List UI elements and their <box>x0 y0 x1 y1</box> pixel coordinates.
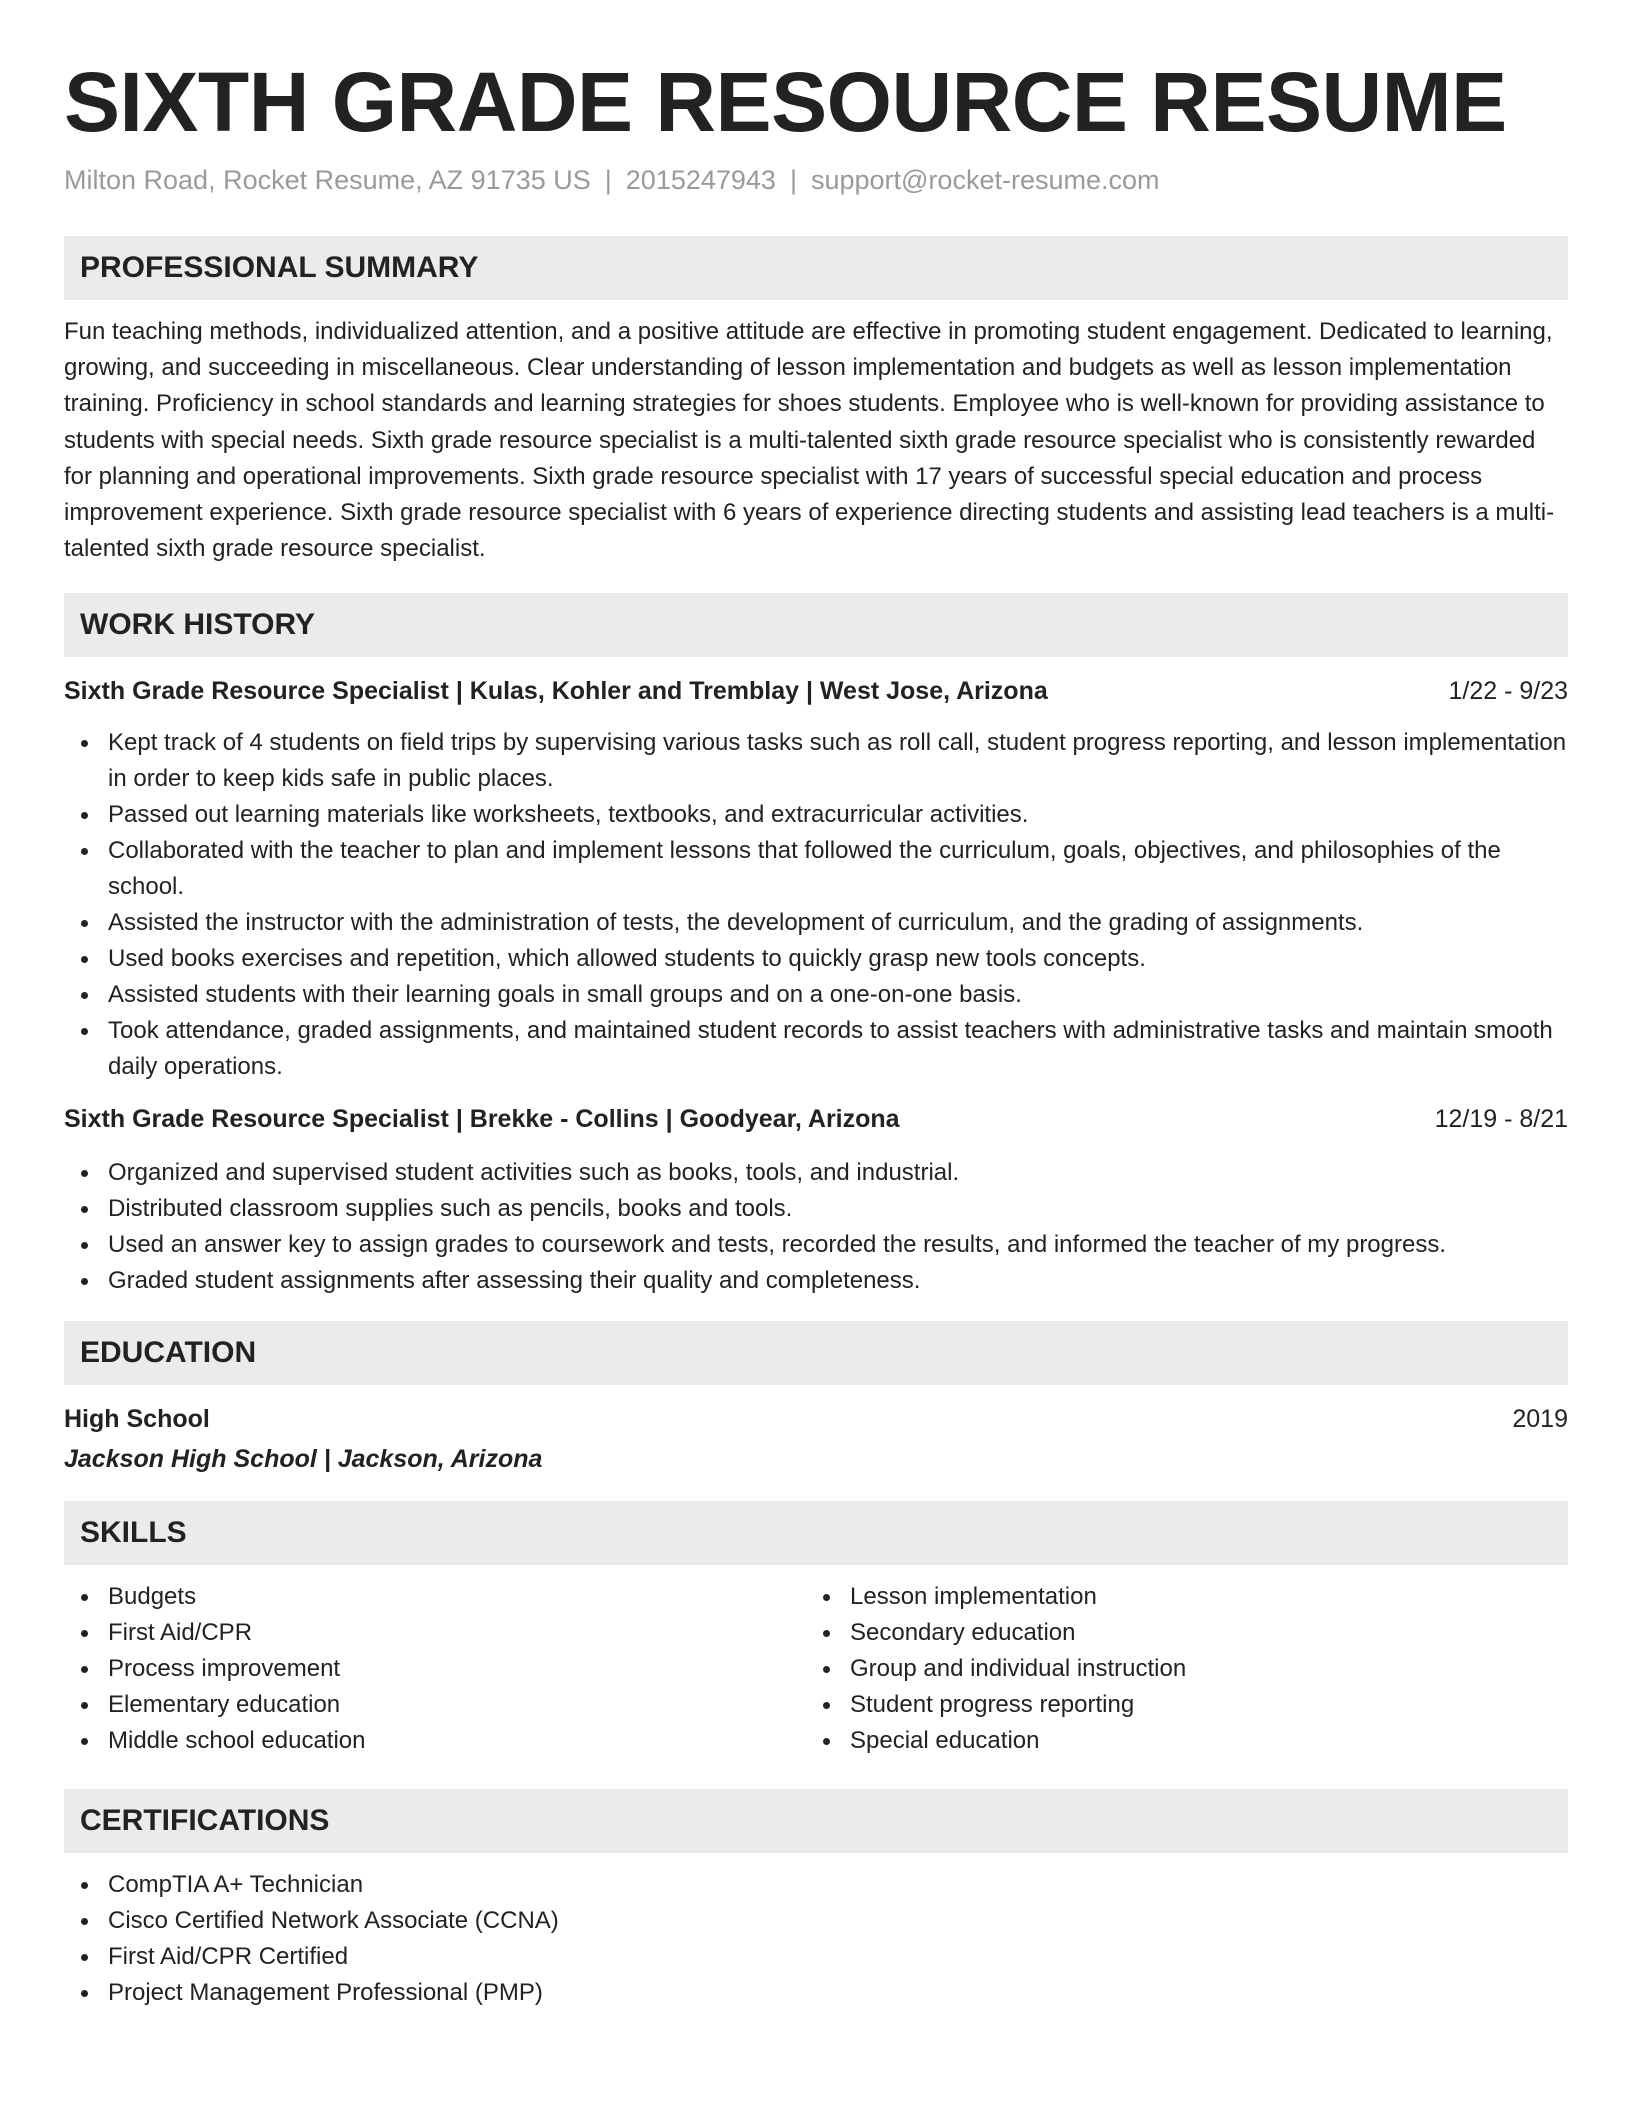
skills-list-right <box>806 1579 1548 1759</box>
work-history-heading: WORK HISTORY <box>64 593 1568 657</box>
list-item: Project Management Professional (PMP) <box>64 1975 1568 2011</box>
job-bullets <box>64 725 1568 1085</box>
list-item: Assisted students with their learning goals in small groups and on a one-on-one basis. <box>64 977 1568 1013</box>
job-header <box>64 1101 1568 1137</box>
education-heading: EDUCATION <box>64 1321 1568 1385</box>
skills-heading: SKILLS <box>64 1501 1568 1565</box>
job-header <box>64 673 1568 709</box>
contact-separator: | <box>789 165 797 195</box>
list-item: Assisted the instructor with the administration of tests, the development of curriculum, and the grading of assignments. <box>64 905 1568 941</box>
contact-address: Milton Road, Rocket Resume, AZ 91735 US <box>64 165 591 195</box>
list-item: Budgets <box>64 1579 806 1615</box>
job-entry <box>64 673 1568 1085</box>
list-item: Passed out learning materials like worksheets, textbooks, and extracurricular activities. <box>64 797 1568 833</box>
list-item: Kept track of 4 students on field trips by supervising various tasks such as roll call, student progress reporting, and lesson implementation in order to keep kids safe in public places. <box>64 725 1568 797</box>
list-item: Group and individual instruction <box>806 1651 1548 1687</box>
list-item: Secondary education <box>806 1615 1548 1651</box>
list-item: Took attendance, graded assignments, and maintained student records to assist teachers with administrative tasks and maintain smooth daily operations. <box>64 1013 1568 1085</box>
list-item: Distributed classroom supplies such as pencils, books and tools. <box>64 1191 1568 1227</box>
list-item: Elementary education <box>64 1687 806 1723</box>
job-title: Sixth Grade Resource Specialist | Brekke - Collins | Goodyear, Arizona <box>64 1105 900 1134</box>
certifications-heading: CERTIFICATIONS <box>64 1789 1568 1853</box>
list-item: Special education <box>806 1723 1548 1759</box>
list-item: Lesson implementation <box>806 1579 1548 1615</box>
education-year: 2019 <box>1512 1405 1568 1434</box>
list-item: Graded student assignments after assessing their quality and completeness. <box>64 1263 1568 1299</box>
resume-name: SIXTH GRADE RESOURCE RESUME <box>64 55 1507 149</box>
summary-heading: PROFESSIONAL SUMMARY <box>64 236 1568 300</box>
list-item: CompTIA A+ Technician <box>64 1867 1568 1903</box>
education-degree: High School <box>64 1405 210 1434</box>
resume-page <box>64 0 1568 2011</box>
education-row <box>64 1399 1568 1439</box>
contact-phone: 2015247943 <box>625 165 776 195</box>
job-dates: 1/22 - 9/23 <box>1448 677 1568 706</box>
contact-email[interactable]: support@rocket-resume.com <box>810 165 1160 195</box>
list-item: Used an answer key to assign grades to coursework and tests, recorded the results, and informed the teacher of my progress. <box>64 1227 1568 1263</box>
list-item: Middle school education <box>64 1723 806 1759</box>
job-bullets <box>64 1155 1568 1299</box>
list-item: Student progress reporting <box>806 1687 1548 1723</box>
education-school: Jackson High School | Jackson, Arizona <box>64 1445 543 1474</box>
list-item: First Aid/CPR Certified <box>64 1939 1568 1975</box>
job-dates: 12/19 - 8/21 <box>1434 1105 1568 1134</box>
list-item: Cisco Certified Network Associate (CCNA) <box>64 1903 1568 1939</box>
list-item: Organized and supervised student activities such as books, tools, and industrial. <box>64 1155 1568 1191</box>
contact-line <box>64 162 1568 198</box>
list-item: Process improvement <box>64 1651 806 1687</box>
summary-text: Fun teaching methods, individualized attention, and a positive attitude are effective in promoting student engagement. Dedicated to learning, growing, and succeeding in miscellaneous. Clear understanding of lesson implementation and budgets as well as lesson implementation training. Proficiency in school standards and learning strategies for shoes students. Employee who is well-known for providing assistance to students with special needs. Sixth grade resource specialist is a multi-talented sixth grade resource specialist who is consistently rewarded for planning and operational improvements. Sixth grade resource specialist with 17 years of successful special education and process improvement experience. Sixth grade resource specialist with 6 years of experience directing students and assisting lead teachers is a multi-talented sixth grade resource specialist. <box>64 318 1555 563</box>
list-item: First Aid/CPR <box>64 1615 806 1651</box>
job-entry <box>64 1101 1568 1299</box>
certifications-list <box>64 1867 1568 2011</box>
skills-columns <box>64 1579 1568 1759</box>
list-item: Used books exercises and repetition, which allowed students to quickly grasp new tools concepts. <box>64 941 1568 977</box>
skills-list-left <box>64 1579 806 1759</box>
list-item: Collaborated with the teacher to plan and implement lessons that followed the curriculum, goals, objectives, and philosophies of the school. <box>64 833 1568 905</box>
contact-separator: | <box>604 165 612 195</box>
job-title: Sixth Grade Resource Specialist | Kulas, Kohler and Tremblay | West Jose, Arizona <box>64 677 1048 706</box>
